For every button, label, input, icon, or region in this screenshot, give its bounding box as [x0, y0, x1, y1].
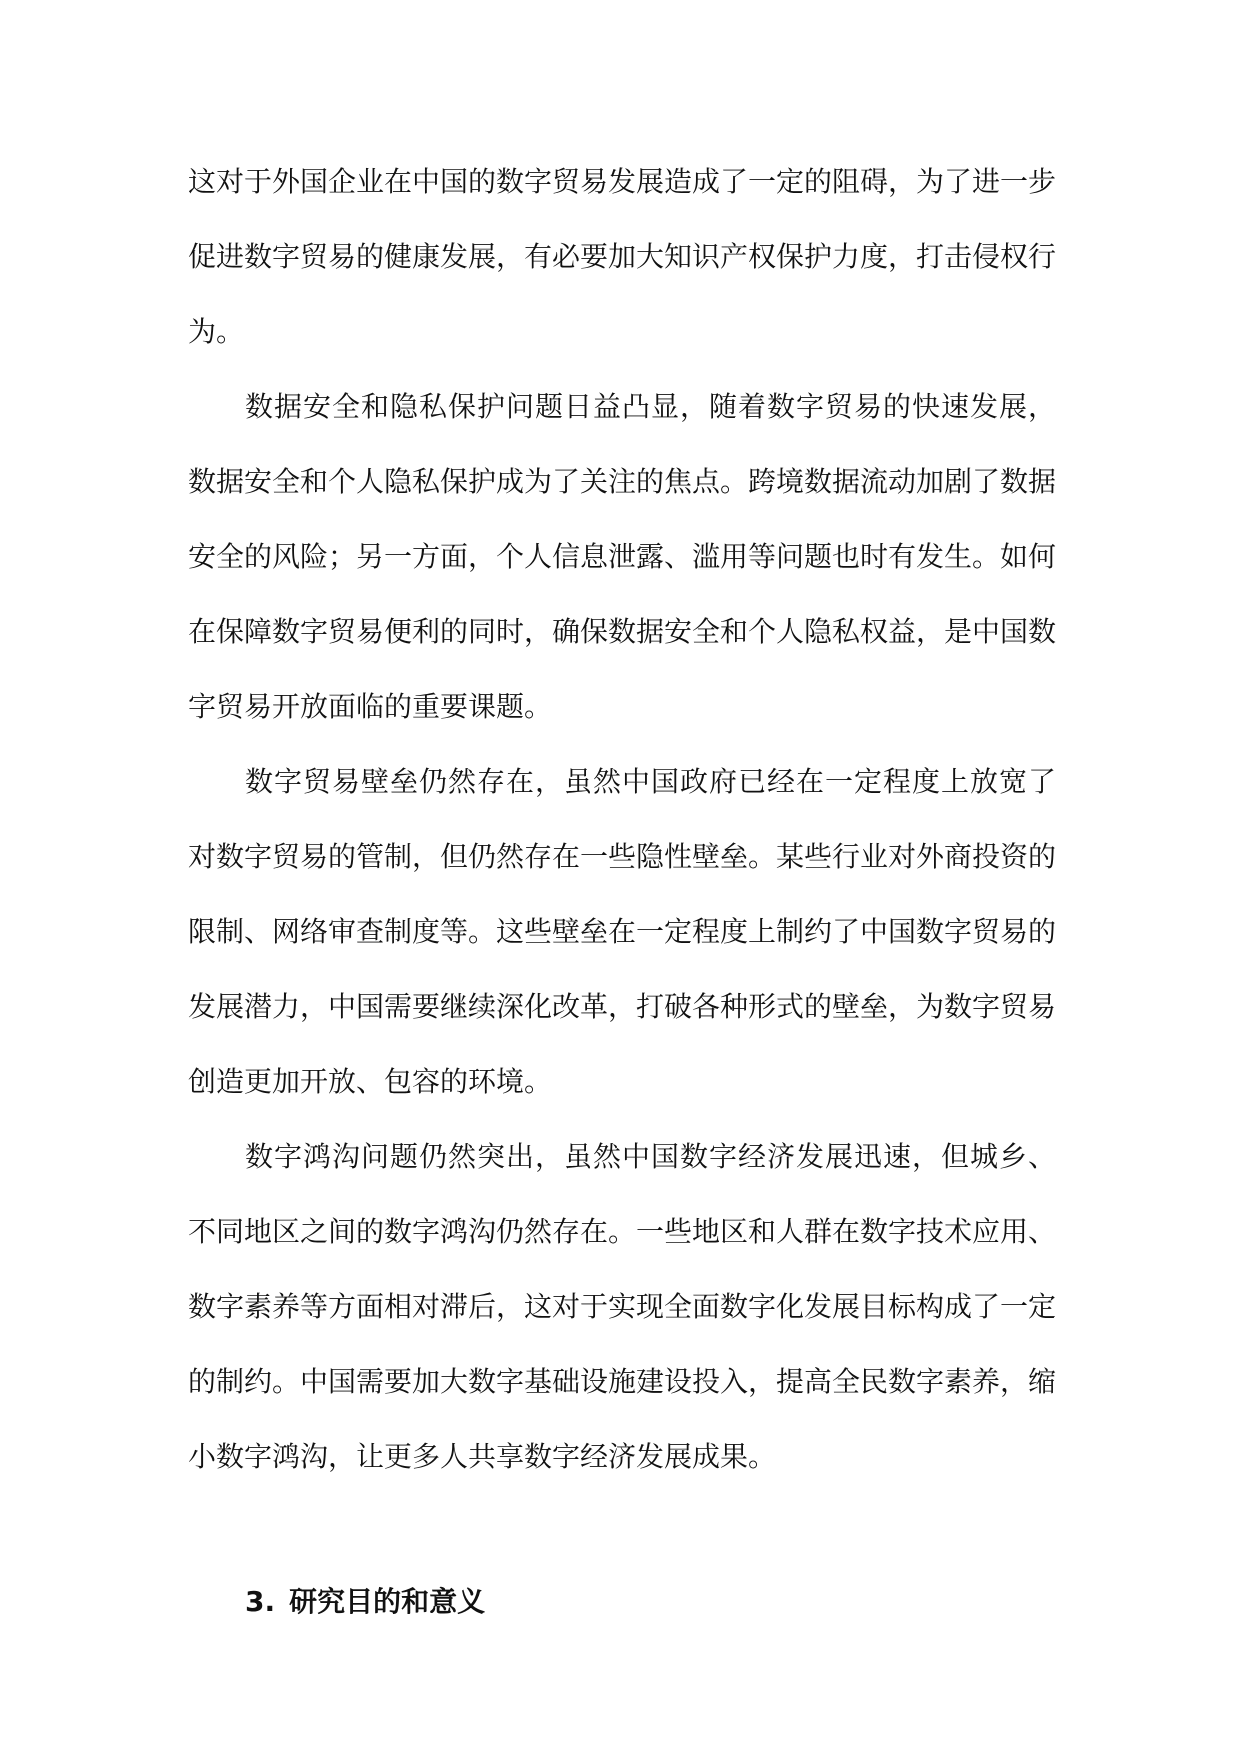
paragraph-ip-protection: 这对于外国企业在中国的数字贸易发展造成了一定的阻碍，为了进一步促进数字贸易的健康发展，有必要加大知识产权保护力度，打击侵权行为。	[188, 165, 1057, 348]
section-title: 研究目的和意义	[289, 1585, 486, 1618]
paragraph-digital-divide: 数字鸿沟问题仍然突出，虽然中国数字经济发展迅速，但城乡、不同地区之间的数字鸿沟仍然存在。一些地区和人群在数字技术应用、数字素养等方面相对滞后，这对于实现全面数字化发展目标构成了一定的制约。中国需要加大数字基础设施建设投入，提高全民数字素养，缩小数字鸿沟，让更多人共享数字经济发展成果。	[188, 1140, 1057, 1473]
paragraph-data-security: 数据安全和隐私保护问题日益凸显，随着数字贸易的快速发展，数据安全和个人隐私保护成为了关注的焦点。跨境数据流动加剧了数据安全的风险；另一方面，个人信息泄露、滥用等问题也时有发生。如何在保障数字贸易便利的同时，确保数据安全和个人隐私权益，是中国数字贸易开放面临的重要课题。	[188, 390, 1057, 723]
section-heading	[188, 1564, 1056, 1639]
paragraph-trade-barriers: 数字贸易壁垒仍然存在，虽然中国政府已经在一定程度上放宽了对数字贸易的管制，但仍然存在一些隐性壁垒。某些行业对外商投资的限制、网络审查制度等。这些壁垒在一定程度上制约了中国数字贸易的发展潜力，中国需要继续深化改革，打破各种形式的壁垒，为数字贸易创造更加开放、包容的环境。	[188, 765, 1057, 1098]
section-number: 3.	[245, 1585, 276, 1618]
document-body	[188, 144, 1056, 1639]
